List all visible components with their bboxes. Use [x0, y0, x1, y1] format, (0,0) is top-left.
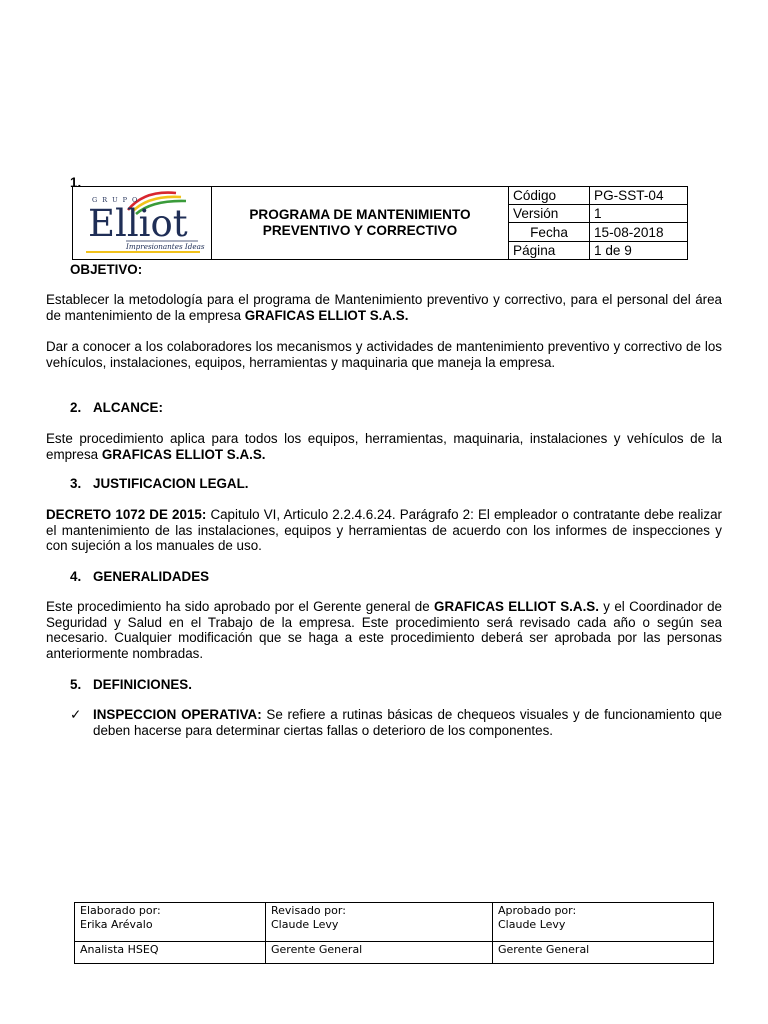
meta-label: Fecha — [509, 223, 590, 241]
alcance-paragraph — [46, 431, 722, 462]
company-name: GRAFICAS ELLIOT S.A.S. — [244, 307, 409, 323]
section-5-number: 5. — [70, 677, 82, 692]
signature-name: Claude Levy — [271, 918, 339, 931]
company-name: GRAFICAS ELLIOT S.A.S. — [434, 599, 599, 614]
paragraph-text: Establecer la metodología para el programa de Mantenimiento preventivo y correctivo, para el personal del área de mantenimiento de la empresa — [46, 292, 722, 323]
meta-value: 1 de 9 — [590, 241, 688, 259]
meta-row-date — [509, 223, 687, 241]
logo-name: Elliot — [88, 202, 188, 246]
meta-label: Página — [509, 241, 590, 259]
logo-top-text: GRUPO — [92, 196, 143, 205]
document-title — [212, 187, 509, 260]
signature-table — [74, 902, 714, 964]
objetivo-heading: OBJETIVO: — [70, 262, 143, 277]
meta-value: 15-08-2018 — [590, 223, 688, 241]
definition-text: Se refiere a rutinas básicas de chequeos visuales y de funcionamiento que deben hacerse para determinar ciertas fallas o deterioro de los componentes. — [93, 707, 722, 738]
objetivo-paragraph-2: Dar a conocer a los colaboradores los mecanismos y actividades de mantenimiento preventivo y correctivo de los vehículos, instalaciones, equipos, herramientas y maquinaria que maneja la empresa. — [46, 339, 722, 370]
signature-name: Erika Arévalo — [80, 918, 153, 931]
objetivo-paragraph-1 — [46, 292, 722, 323]
signature-role: Gerente General — [493, 942, 714, 964]
signature-role: Gerente General — [266, 942, 493, 964]
meta-value: 1 — [590, 205, 688, 223]
signature-aprobado — [493, 903, 714, 942]
definition-item — [93, 707, 722, 738]
meta-row-page — [509, 241, 687, 259]
document-meta — [509, 187, 688, 260]
signature-label: Revisado por: — [271, 904, 346, 917]
signature-label: Aprobado por: — [498, 904, 577, 917]
logo-cell — [73, 187, 212, 260]
document-header — [72, 186, 688, 260]
section-4-number: 4. — [70, 569, 82, 584]
signature-name: Claude Levy — [498, 918, 566, 931]
meta-row-version — [509, 205, 687, 223]
meta-value: PG-SST-04 — [590, 187, 688, 205]
generalidades-heading: GENERALIDADES — [93, 569, 210, 584]
generalidades-paragraph — [46, 599, 722, 661]
document-title-line-1: PROGRAMA DE MANTENIMIENTO — [249, 207, 471, 222]
decree-reference: DECRETO 1072 DE 2015: — [46, 507, 207, 522]
meta-row-code — [509, 187, 687, 205]
company-name: GRAFICAS ELLIOT S.A.S. — [101, 446, 266, 462]
paragraph-text: Este procedimiento aplica para todos los equipos, herramientas, maquinaria, instalaciones y vehículos de la empresa — [46, 431, 722, 462]
definiciones-heading: DEFINICIONES. — [93, 677, 192, 692]
signature-elaborado — [75, 903, 266, 942]
alcance-heading: ALCANCE: — [93, 400, 163, 415]
section-3-number: 3. — [70, 476, 82, 491]
paragraph-text: Este procedimiento ha sido aprobado por el Gerente general de — [46, 599, 435, 614]
signature-revisado — [266, 903, 493, 942]
justificacion-paragraph — [46, 507, 722, 554]
definition-term: INSPECCION OPERATIVA: — [93, 707, 262, 722]
checkmark-icon: ✓ — [70, 707, 82, 722]
paragraph-text: Capitulo VI, Articulo 2.2.4.6.24. Parágrafo 2: El empleador o contratante debe realizar el mantenimiento de las instalaciones, equipos y herramientas de acuerdo con los informes de inspecciones y con sujeción a los manuales de uso. — [46, 507, 722, 553]
document-title-line-2: PREVENTIVO Y CORRECTIVO — [262, 223, 458, 238]
signature-label: Elaborado por: — [80, 904, 161, 917]
signature-role: Analista HSEQ — [75, 942, 266, 964]
meta-label: Código — [509, 187, 590, 205]
paragraph-text: y el Coordinador de Seguridad y Salud en el Trabajo de la empresa. Este procedimiento será revisado cada año o según sea necesario. Cualquier modificación que se haga a este procedimiento deberá ser aprobada por las personas anteriormente nombradas. — [46, 599, 723, 661]
meta-label: Versión — [509, 205, 590, 223]
justificacion-heading: JUSTIFICACION LEGAL. — [93, 476, 249, 491]
section-2-number: 2. — [70, 400, 82, 415]
item-number-1: 1. — [70, 175, 82, 190]
company-logo — [78, 188, 206, 254]
logo-tagline: Impresionantes Ideas — [126, 242, 205, 252]
